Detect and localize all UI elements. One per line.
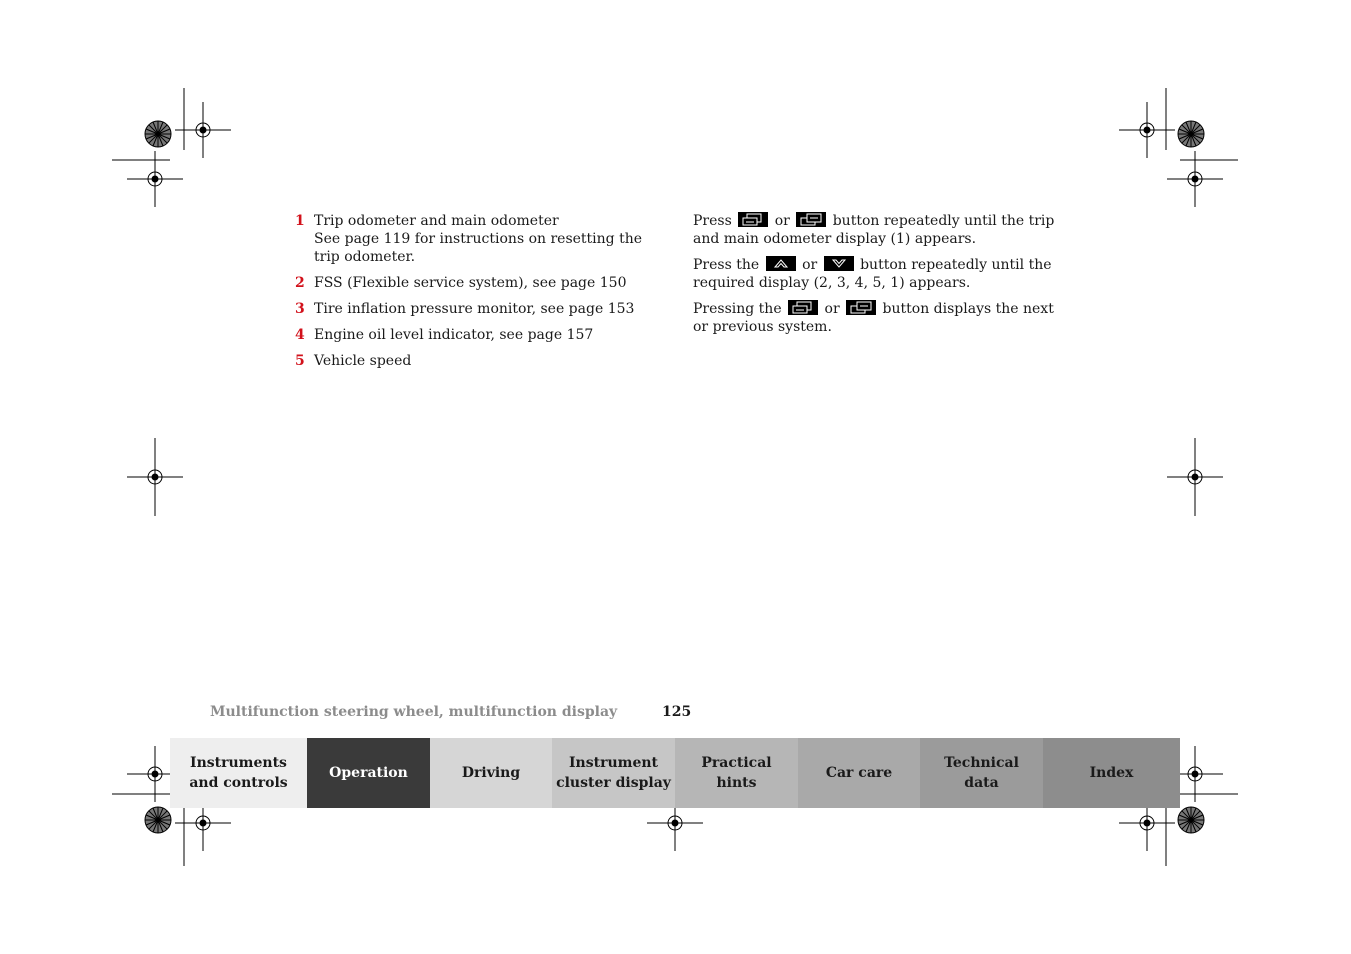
tab-instrument-cluster-display[interactable]: Instrument cluster display xyxy=(552,738,675,808)
item-number: 3 xyxy=(295,301,305,317)
tab-index[interactable]: Index xyxy=(1043,738,1180,808)
item-subtext: See page 119 for instructions on resetting the trip odometer. xyxy=(314,231,643,265)
instruction-text: or xyxy=(824,301,840,317)
item-number: 1 xyxy=(295,213,305,229)
instruction-text: button repeatedly until the required display (2, 3, 4, 5, 1) appears. xyxy=(693,257,1052,291)
section-tabs xyxy=(170,738,1180,808)
tab-technical-data[interactable]: Technical data xyxy=(920,738,1043,808)
item-number: 4 xyxy=(295,327,305,343)
next-display-button-icon xyxy=(788,300,818,315)
list-item xyxy=(295,274,655,292)
instruction-text: or xyxy=(774,213,790,229)
legend-list xyxy=(295,212,655,378)
item-text: Tire inflation pressure monitor, see page 153 xyxy=(314,301,635,317)
tab-driving[interactable]: Driving xyxy=(430,738,552,808)
tab-instruments-and-controls[interactable]: Instruments and controls xyxy=(170,738,307,808)
item-text: FSS (Flexible service system), see page 150 xyxy=(314,275,627,291)
instruction-paragraph xyxy=(693,212,1073,248)
item-text: Trip odometer and main odometer xyxy=(314,213,559,229)
item-number: 2 xyxy=(295,275,305,291)
instruction-text: Pressing the xyxy=(693,301,782,317)
list-item xyxy=(295,352,655,370)
instruction-text: button repeatedly until the trip and main odometer display (1) appears. xyxy=(693,213,1055,247)
instruction-text: Press xyxy=(693,213,732,229)
list-item xyxy=(295,326,655,344)
instructions xyxy=(693,212,1073,344)
item-text: Vehicle speed xyxy=(314,353,412,369)
running-title: Multifunction steering wheel, multifunction display xyxy=(210,704,618,720)
prev-display-button-icon xyxy=(796,212,826,227)
list-item xyxy=(295,300,655,318)
instruction-text: or xyxy=(802,257,818,273)
page-number: 125 xyxy=(662,704,692,720)
prev-display-button-icon xyxy=(846,300,876,315)
up-arrow-button-icon xyxy=(766,256,796,271)
down-arrow-button-icon xyxy=(824,256,854,271)
tab-practical-hints[interactable]: Practical hints xyxy=(675,738,798,808)
list-item xyxy=(295,212,655,266)
instruction-text: Press the xyxy=(693,257,760,273)
item-number: 5 xyxy=(295,353,305,369)
next-display-button-icon xyxy=(738,212,768,227)
tab-car-care[interactable]: Car care xyxy=(798,738,920,808)
tab-operation[interactable]: Operation xyxy=(307,738,430,808)
instruction-paragraph xyxy=(693,300,1073,336)
instruction-paragraph xyxy=(693,256,1073,292)
item-text: Engine oil level indicator, see page 157 xyxy=(314,327,594,343)
instruction-text: button displays the next or previous system. xyxy=(693,301,1054,335)
